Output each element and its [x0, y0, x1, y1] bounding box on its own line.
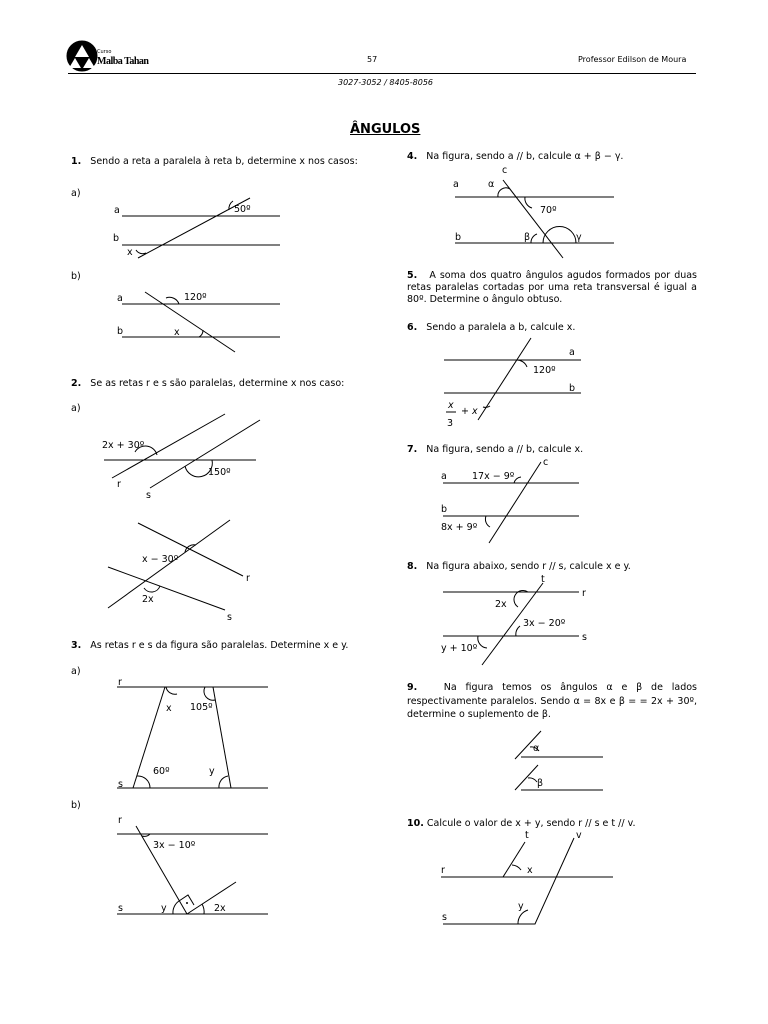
angle-label: 50º [234, 204, 251, 215]
label-line-r: r [246, 573, 250, 584]
question-text: Sendo a paralela a b, calcule x. [426, 322, 576, 333]
label-line-s: s [442, 912, 447, 923]
angle-70-label: 70º [540, 205, 557, 216]
label-line-s: s [118, 779, 123, 790]
question-text: Na figura, sendo a // b, calcule α + β − γ. [426, 151, 624, 162]
label-line-r: r [582, 588, 586, 599]
angle-2x-label: 2x [214, 903, 226, 914]
question-number: 2. [71, 378, 82, 389]
question-6 [407, 321, 575, 334]
fraction-numerator: x [448, 400, 454, 411]
angle-label: 3x − 10º [153, 840, 196, 851]
question-text: Sendo a reta a paralela à reta b, determine x nos casos: [90, 156, 358, 167]
page-number: 57 [367, 55, 378, 64]
angle-y-label: y [161, 903, 167, 914]
angle-top-label: 17x − 9º [472, 471, 515, 482]
label-line-a: a [117, 293, 123, 304]
header-rule [68, 73, 696, 74]
logo-icon [66, 40, 98, 72]
angle-y-label: y [518, 901, 524, 912]
label-line-s: s [582, 632, 587, 643]
angle-beta-label: β [524, 232, 531, 243]
label-line-r: r [118, 815, 122, 826]
phone-numbers: 3027-3052 / 8405-8056 [338, 78, 433, 87]
question-number: 10. [407, 818, 424, 829]
angle-2x-label: 2x [495, 599, 507, 610]
question-number: 8. [407, 561, 418, 572]
question-7 [407, 443, 583, 456]
label-line-a: a [114, 205, 120, 216]
label-line-t: t [541, 574, 545, 585]
angle-label-2: 2x [142, 594, 154, 605]
logo-small-text: Curso [97, 49, 112, 55]
question-5 [407, 270, 697, 306]
plus-x-label: + x [461, 406, 478, 417]
question-2 [71, 377, 363, 390]
question-text: Na figura temos os ângulos α e β de lados respectivamente paralelos. Sendo α = 8x e β = = 2x + 30º, determine o suplemento de β. [407, 682, 698, 720]
question-9 [407, 681, 697, 722]
question-text: Na figura abaixo, sendo r // s, calcule x e y. [426, 561, 631, 572]
question-number: 3. [71, 640, 82, 651]
angle-x-label: x [527, 865, 533, 876]
angle-x-label: x [127, 247, 133, 258]
question-10 [407, 817, 635, 830]
question-text: Se as retas r e s são paralelas, determine x nos caso: [90, 378, 345, 389]
question-1 [71, 153, 363, 171]
question-text: As retas r e s da figura são paralelas. Determine x e y. [90, 640, 349, 651]
label-line-c: c [502, 165, 508, 176]
label-line-b: b [441, 504, 448, 515]
angle-60-label: 60º [153, 766, 170, 777]
label-line-b: b [113, 233, 120, 244]
item-label-b: b) [71, 271, 81, 282]
angle-x-label: x [174, 327, 180, 338]
angle-y-label: y [209, 766, 215, 777]
question-number: 9. [407, 682, 418, 693]
label-line-r: r [118, 677, 122, 688]
question-4 [407, 150, 623, 163]
question-number: 6. [407, 322, 418, 333]
item-label-a: a) [71, 666, 81, 677]
angle-alpha-label: α [533, 743, 540, 754]
item-label-a: a) [71, 403, 81, 414]
label-line-a: a [569, 347, 575, 358]
angle-y-label: y + 10º [441, 643, 478, 654]
question-number: 1. [71, 156, 82, 167]
question-8 [407, 560, 631, 573]
label-line-v: v [576, 830, 582, 841]
page-title: ÂNGULOS [350, 122, 421, 137]
fraction-denominator: 3 [447, 418, 454, 429]
label-line-c: c [543, 457, 549, 468]
angle-label-2: 150º [208, 467, 231, 478]
question-number: 7. [407, 444, 418, 455]
label-line-b: b [569, 383, 576, 394]
label-line-a: a [453, 179, 459, 190]
angle-x-label: x [166, 703, 172, 714]
label-line-b: b [455, 232, 462, 243]
label-line-a: a [441, 471, 447, 482]
label-line-s: s [118, 903, 123, 914]
angle-bottom-label: 8x + 9º [441, 522, 478, 533]
label-line-s: s [227, 612, 232, 623]
label-line-t: t [525, 830, 529, 841]
author-name: Professor Edilson de Moura [578, 55, 687, 64]
label-line-r: r [117, 479, 121, 490]
angle-105-label: 105º [190, 702, 213, 713]
question-text: Na figura, sendo a // b, calcule x. [426, 444, 584, 455]
label-line-r: r [441, 865, 445, 876]
logo-name: Malba Tahan [97, 56, 149, 67]
item-label-b: b) [71, 800, 81, 811]
angle-label: 120º [184, 292, 207, 303]
angle-gamma-label: γ [576, 232, 582, 243]
question-text: A soma dos quatro ângulos agudos formados por duas retas paralelas cortadas por uma reta transversal é igual a 80º. Determine o ângulo obtuso. [407, 270, 698, 305]
angle-label-1: x − 30º [142, 554, 179, 565]
item-label-a: a) [71, 188, 81, 199]
angle-label-1: 2x + 30º [102, 440, 145, 451]
question-text: Calcule o valor de x + y, sendo r // s e t // v. [426, 818, 636, 829]
angle-beta-label: β [537, 778, 544, 789]
label-line-b: b [117, 326, 124, 337]
angle-alpha-label: α [488, 179, 495, 190]
angle-3x-label: 3x − 20º [523, 618, 566, 629]
label-line-s: s [146, 490, 151, 501]
question-3 [71, 639, 363, 652]
question-number: 5. [407, 270, 418, 281]
angle-120-label: 120º [533, 365, 556, 376]
question-number: 4. [407, 151, 418, 162]
